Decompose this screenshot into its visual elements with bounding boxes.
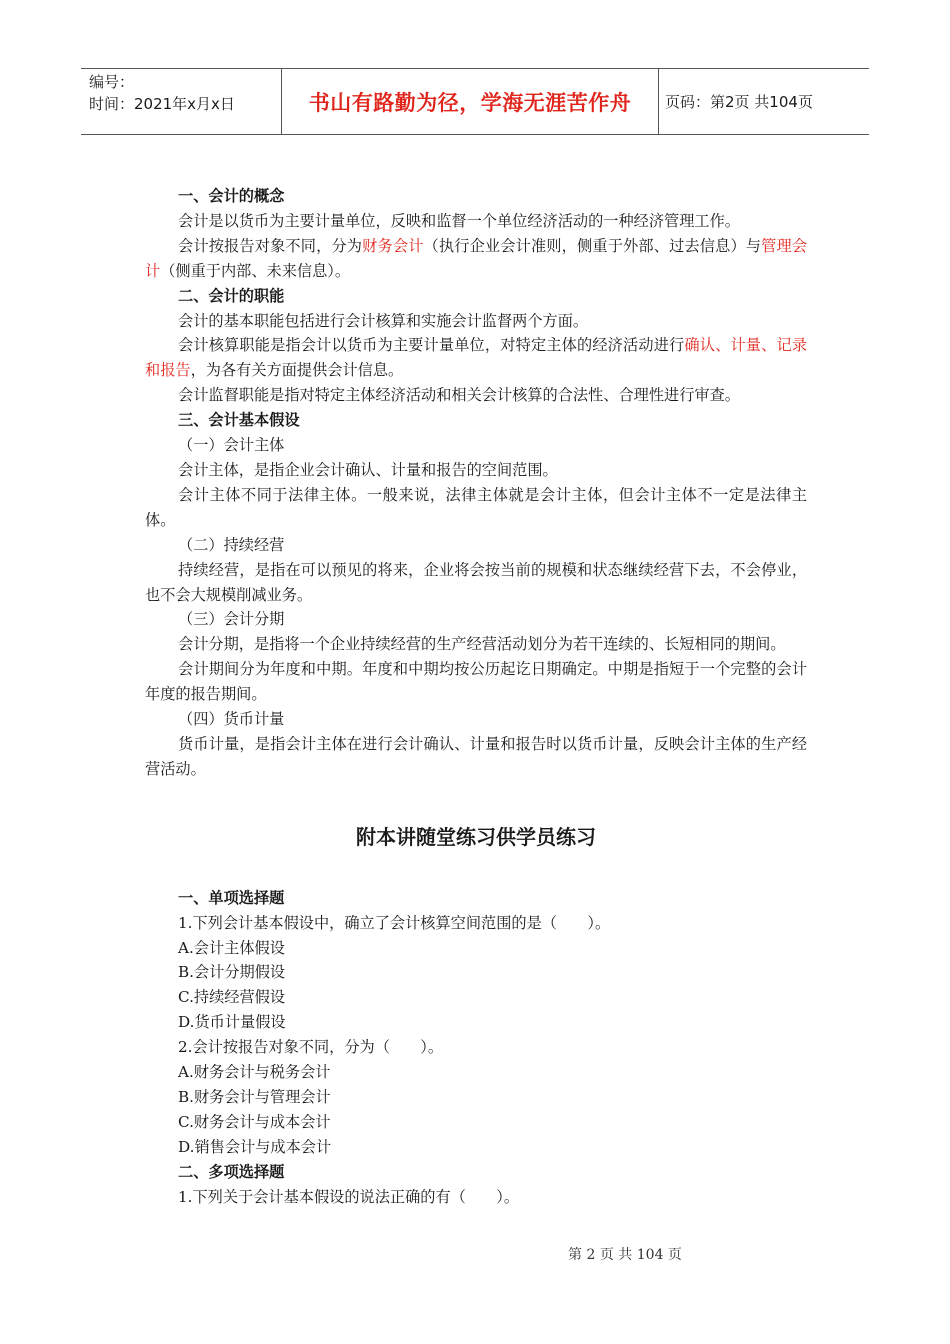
header-page-info: 页码：第2页 共104页 bbox=[665, 93, 813, 111]
number-label: 编号： bbox=[89, 73, 135, 91]
heading-functions: 二、会计的职能 bbox=[178, 286, 285, 305]
paragraph-report-objects bbox=[145, 234, 807, 284]
heading-multiple-choice: 二、多项选择题 bbox=[178, 1162, 285, 1181]
paragraph: 会计是以货币为主要计量单位，反映和监督一个单位经济活动的一种经济管理工作。 bbox=[178, 211, 740, 230]
highlight-financial-accounting: 财务会计 bbox=[362, 236, 424, 255]
option-item: B.财务会计与管理会计 bbox=[178, 1088, 331, 1106]
text: （侧重于内部、未来信息）。 bbox=[160, 261, 351, 280]
paragraph: 会计监督职能是指对特定主体经济活动和相关会计核算的合法性、合理性进行审查。 bbox=[178, 386, 740, 405]
text: 会计按报告对象不同，分为 bbox=[178, 236, 363, 255]
option-item: C.财务会计与成本会计 bbox=[178, 1112, 331, 1131]
text: 会计核算职能是指会计以货币为主要计量单位，对特定主体的经济活动进行 bbox=[178, 336, 685, 355]
multi-question-1: 1.下列关于会计基本假设的说法正确的有（ ）。 bbox=[178, 1187, 520, 1206]
document-body bbox=[145, 184, 807, 1210]
highlight-recognition-steps: 确认、计量、记录和报告 bbox=[145, 336, 808, 380]
option-item: B.会计分期假设 bbox=[178, 963, 286, 982]
text: ，为各有关方面提供会计信息。 bbox=[190, 361, 404, 380]
paragraph-accounting-function bbox=[145, 333, 807, 383]
text: （执行企业会计准则，侧重于外部、过去信息）与 bbox=[423, 236, 762, 255]
heading-concept: 一、会计的概念 bbox=[178, 187, 285, 205]
paragraph: 会计分期，是指将一个企业持续经营的生产经营活动划分为若干连续的、长短相同的期间。 bbox=[178, 635, 786, 654]
question-1: 1.下列会计基本假设中，确立了会计核算空间范围的是（ ）。 bbox=[178, 913, 611, 932]
subheading: （一）会计主体 bbox=[178, 436, 285, 455]
paragraph: 会计主体不同于法律主体。一般来说，法律主体就是会计主体，但会计主体不一定是法律主体。 bbox=[145, 485, 807, 529]
exercise-title: 附本讲随堂练习供学员练习 bbox=[356, 824, 596, 849]
paragraph: 持续经营，是指在可以预见的将来，企业将会按当前的规模和状态继续经营下去，不会停业，也不会大规模削减业务。 bbox=[145, 560, 807, 604]
paragraph: 会计的基本职能包括进行会计核算和实施会计监督两个方面。 bbox=[178, 311, 589, 330]
page-footer: 第 2 页 共 104 页 bbox=[568, 1247, 682, 1263]
paragraph: 会计期间分为年度和中期。年度和中期均按公历起讫日期确定。中期是指短于一个完整的会计年度的报告期间。 bbox=[145, 660, 807, 704]
paragraph: 会计主体，是指企业会计确认、计量和报告的空间范围。 bbox=[178, 460, 558, 479]
header-meta bbox=[81, 69, 282, 134]
heading-assumptions: 三、会计基本假设 bbox=[178, 411, 300, 430]
option-item: D.货币计量假设 bbox=[178, 1013, 286, 1032]
subheading: （三）会计分期 bbox=[178, 610, 285, 629]
question-2: 2.会计按报告对象不同，分为（ ）。 bbox=[178, 1038, 444, 1057]
paragraph: 货币计量，是指会计主体在进行会计确认、计量和报告时以货币计量，反映会计主体的生产经营活动。 bbox=[145, 734, 807, 778]
time-label: 时间：2021年x月x日 bbox=[89, 95, 235, 113]
header-motto: 书山有路勤为径，学海无涯苦作舟 bbox=[282, 69, 659, 134]
option-item: C.持续经营假设 bbox=[178, 988, 286, 1007]
option-item: A.财务会计与税务会计 bbox=[178, 1063, 331, 1082]
subheading: （四）货币计量 bbox=[178, 710, 285, 729]
highlight-management-accounting: 管理会计 bbox=[145, 236, 808, 280]
subheading: （二）持续经营 bbox=[178, 535, 285, 554]
heading-single-choice: 一、单项选择题 bbox=[178, 888, 285, 907]
page-header bbox=[81, 68, 869, 135]
option-item: A.会计主体假设 bbox=[178, 938, 285, 957]
option-item: D.销售会计与成本会计 bbox=[178, 1137, 332, 1156]
